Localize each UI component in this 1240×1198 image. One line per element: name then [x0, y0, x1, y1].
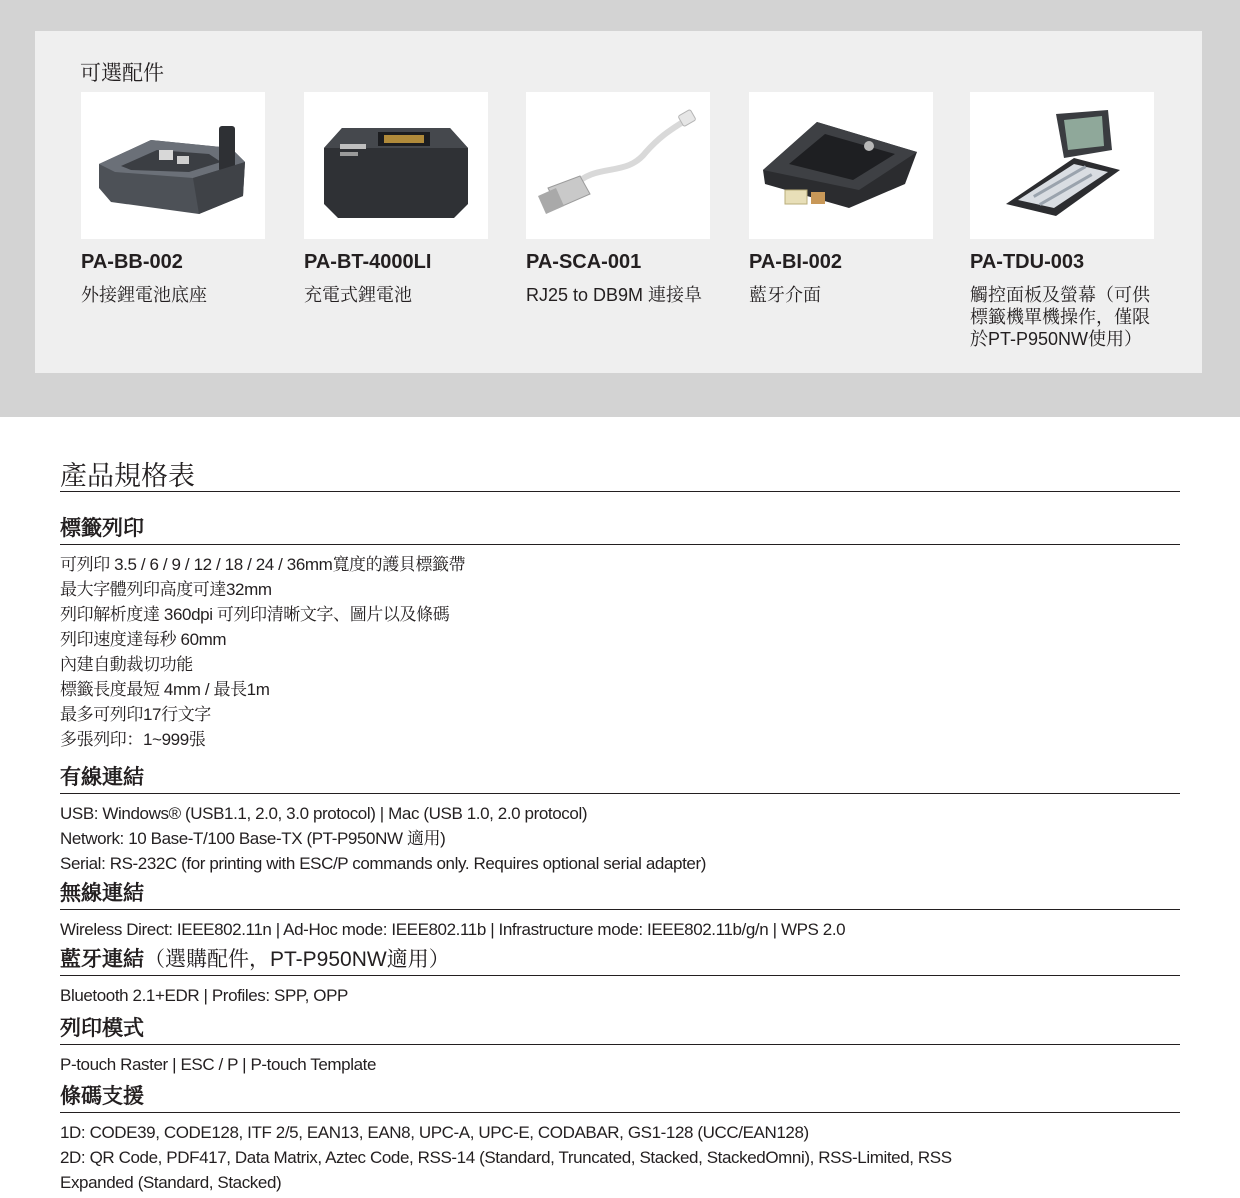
spec-line: 2D: QR Code, PDF417, Data Matrix, Aztec Code, RSS-14 (Standard, Truncated, Stacked, StackedOmni), RSS-Limited, RSS — [60, 1148, 952, 1167]
section-divider — [60, 909, 1180, 910]
accessory-description: 外接鋰電池底座 — [81, 285, 207, 305]
spec-line: Bluetooth 2.1+EDR | Profiles: SPP, OPP — [60, 986, 348, 1005]
accessory-description: RJ25 to DB9M 連接阜 — [526, 285, 703, 305]
accessory-description: 藍牙介面 — [749, 285, 821, 305]
spec-section-bluetooth-connection — [60, 946, 1180, 1008]
section-heading-note: （選購配件，PT-P950NW適用） — [144, 948, 450, 971]
spec-title-divider — [60, 491, 1180, 492]
accessories-title: 可選配件 — [80, 62, 164, 85]
accessories-band — [0, 0, 1240, 417]
spec-section-wireless-connection — [60, 880, 1180, 942]
accessory-item-pa-tdu-003 — [970, 92, 1154, 350]
section-heading: 有線連結 — [60, 766, 144, 789]
spec-line: 最多可列印17行文字 — [60, 705, 211, 724]
spec-section-label-printing — [60, 515, 1180, 752]
section-heading: 列印模式 — [60, 1017, 144, 1040]
section-heading — [60, 946, 1180, 974]
accessory-item-pa-bi-002 — [749, 92, 933, 306]
accessory-description: 觸控面板及螢幕（可供標籤機單機操作，僅限於PT-P950NW使用） — [970, 285, 1150, 349]
spec-line: 最大字體列印高度可達32mm — [60, 580, 272, 599]
battery-base-photo — [81, 92, 265, 239]
accessory-item-pa-bb-002 — [81, 92, 265, 306]
spec-line: 1D: CODE39, CODE128, ITF 2/5, EAN13, EAN8, UPC-A, UPC-E, CODABAR, GS1-128 (UCC/EAN128) — [60, 1123, 809, 1142]
spec-line: 可列印 3.5 / 6 / 9 / 12 / 18 / 24 / 36mm寬度的護貝標籤帶 — [60, 555, 466, 574]
accessories-panel — [35, 31, 1202, 373]
section-divider — [60, 1044, 1180, 1045]
spec-line: P-touch Raster | ESC / P | P-touch Template — [60, 1055, 377, 1074]
spec-line: Wireless Direct: IEEE802.11n | Ad-Hoc mode: IEEE802.11b | Infrastructure mode: IEEE802.11b/g/n | WPS 2.0 — [60, 920, 846, 939]
section-divider — [60, 544, 1180, 545]
spec-section-print-modes — [60, 1015, 1180, 1077]
section-divider — [60, 793, 1180, 794]
accessory-item-pa-bt-4000li — [304, 92, 488, 306]
accessory-model: PA-TDU-003 — [970, 251, 1085, 273]
accessory-model: PA-BT-4000LI — [304, 251, 432, 273]
spec-line: 列印速度達每秒 60mm — [60, 630, 227, 649]
serial-cable-photo — [526, 92, 710, 239]
accessory-model: PA-BB-002 — [81, 251, 183, 273]
section-divider — [60, 1112, 1180, 1113]
spec-line: USB: Windows® (USB1.1, 2.0, 3.0 protocol) | Mac (USB 1.0, 2.0 protocol) — [60, 804, 588, 823]
section-divider — [60, 975, 1180, 976]
section-heading-text: 藍牙連結 — [60, 948, 144, 971]
accessory-item-pa-sca-001 — [526, 92, 710, 306]
spec-line: Serial: RS-232C (for printing with ESC/P commands only. Requires optional serial adapter) — [60, 854, 706, 873]
spec-line: 標籤長度最短 4mm / 最長1m — [60, 680, 270, 699]
spec-line: Expanded (Standard, Stacked) — [60, 1173, 282, 1192]
spec-line: Network: 10 Base-T/100 Base-TX (PT-P950NW 適用) — [60, 829, 446, 848]
accessory-model: PA-BI-002 — [749, 251, 842, 273]
section-heading: 標籤列印 — [60, 517, 144, 540]
accessory-description: 充電式鋰電池 — [304, 285, 412, 305]
li-ion-battery-photo — [304, 92, 488, 239]
spec-table-title: 產品規格表 — [60, 461, 195, 491]
section-heading: 無線連結 — [60, 882, 144, 905]
touch-panel-display-photo — [970, 92, 1154, 239]
bluetooth-interface-photo — [749, 92, 933, 239]
section-heading: 條碼支援 — [60, 1085, 144, 1108]
spec-section-barcode-support — [60, 1083, 1180, 1195]
spec-line: 列印解析度達 360dpi 可列印清晰文字、圖片以及條碼 — [60, 605, 450, 624]
spec-section-wired-connection — [60, 764, 1180, 876]
spec-line: 內建自動裁切功能 — [60, 655, 193, 674]
accessory-model: PA-SCA-001 — [526, 251, 642, 273]
spec-line: 多張列印：1~999張 — [60, 730, 206, 749]
